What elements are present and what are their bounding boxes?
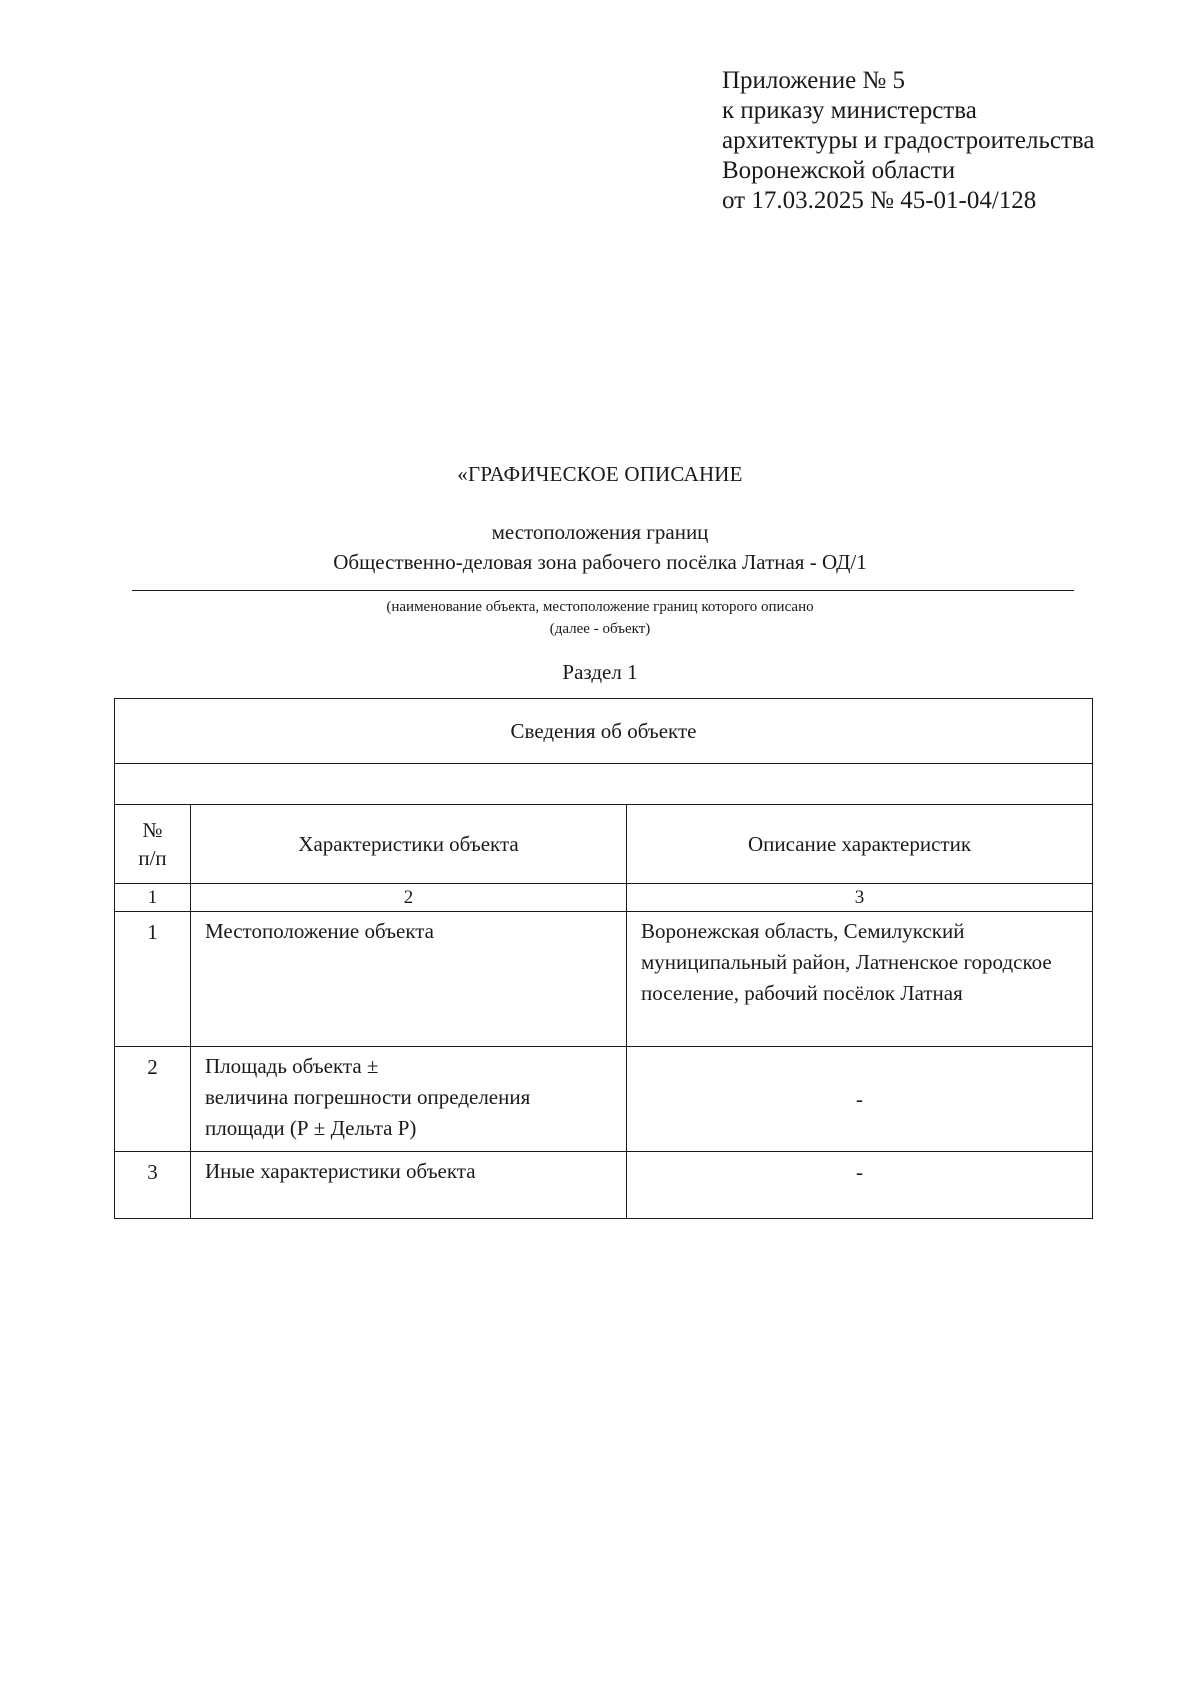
column-header-description: Описание характеристик (627, 805, 1093, 884)
table-column-number-row (115, 884, 1093, 912)
column-number: 2 (191, 884, 627, 912)
table-row (115, 912, 1093, 1047)
characteristic-line: площади (Р ± Дельта Р) (205, 1116, 417, 1140)
appendix-line: архитектуры и градостроительства (722, 127, 1095, 154)
row-number: 2 (115, 1047, 191, 1152)
document-subtitle (0, 517, 1200, 577)
appendix-line: от 17.03.2025 № 45-01-04/128 (722, 187, 1037, 214)
object-name: Общественно-деловая зона рабочего посёлка Латная - ОД/1 (333, 550, 867, 574)
column-header-num-line: п/п (138, 846, 167, 870)
object-info-table (114, 698, 1093, 1219)
object-name-underline (132, 590, 1074, 591)
table-blank-row (115, 764, 1093, 805)
table-row (115, 1152, 1093, 1219)
row-characteristic: Иные характеристики объекта (191, 1152, 627, 1219)
row-description: - (627, 1152, 1093, 1219)
object-name-caption (0, 596, 1200, 640)
caption-line: (далее - объект) (549, 621, 651, 637)
column-number: 1 (115, 884, 191, 912)
table-heading-row (115, 699, 1093, 764)
characteristic-line: Площадь объекта ± (205, 1054, 379, 1078)
caption-line: (наименование объекта, местоположение границ которого описано (386, 599, 814, 615)
row-number: 1 (115, 912, 191, 1047)
blank-cell (115, 764, 1093, 805)
document-title: «ГРАФИЧЕСКОЕ ОПИСАНИЕ (457, 462, 743, 486)
appendix-line: к приказу министерства (722, 97, 977, 124)
row-number: 3 (115, 1152, 191, 1219)
row-description: Воронежская область, Семилукский муниципальный район, Латненское городское поселение, рабочий посёлок Латная (627, 912, 1093, 1047)
row-description: - (627, 1047, 1093, 1152)
appendix-reference (722, 66, 1162, 216)
table-heading: Сведения об объекте (115, 699, 1093, 764)
section-label: Раздел 1 (562, 660, 638, 684)
appendix-line: Воронежской области (722, 157, 956, 184)
column-header-num-line: № (142, 818, 163, 842)
row-characteristic (191, 1047, 627, 1152)
table-column-header-row (115, 805, 1093, 884)
characteristic-line: величина погрешности определения (205, 1085, 531, 1109)
appendix-line: Приложение № 5 (722, 67, 906, 94)
column-header-num (115, 805, 191, 884)
table-row (115, 1047, 1093, 1152)
column-number: 3 (627, 884, 1093, 912)
row-characteristic: Местоположение объекта (191, 912, 627, 1047)
subtitle-line: местоположения границ (491, 520, 709, 544)
column-header-characteristics: Характеристики объекта (191, 805, 627, 884)
